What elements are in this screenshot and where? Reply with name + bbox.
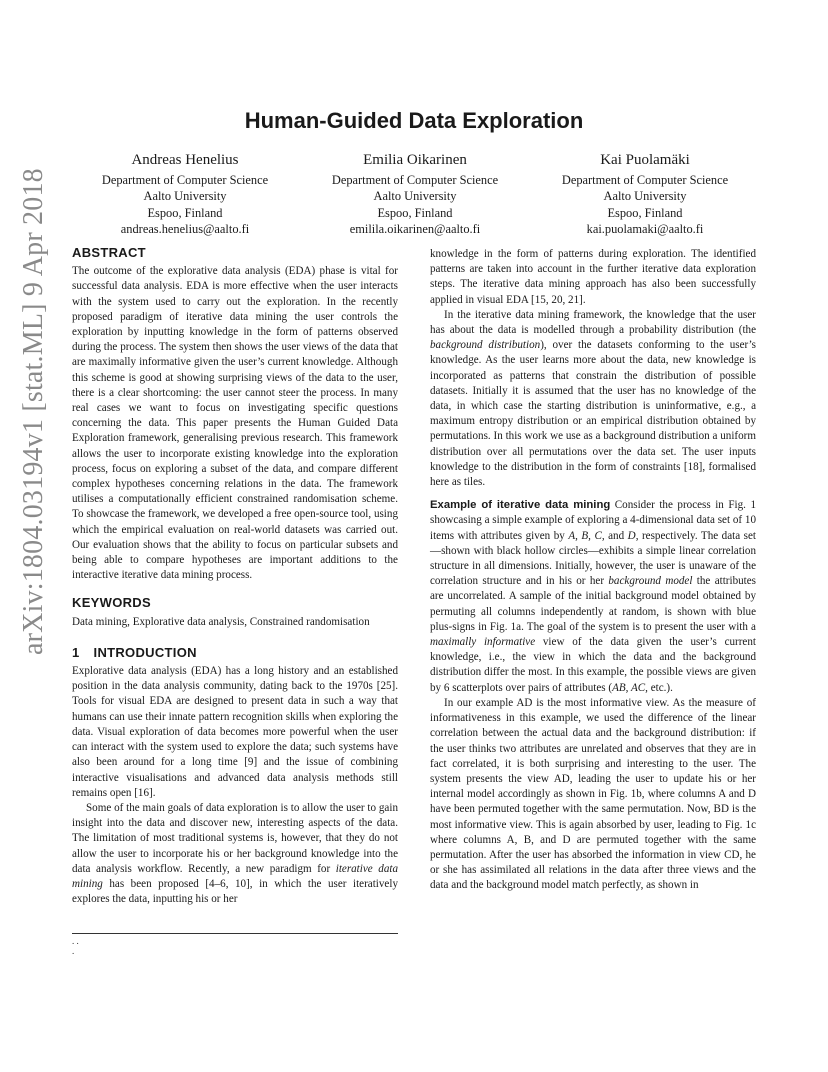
right-paragraph-continued: knowledge in the form of patterns during exploration. The identified patterns are taken into account in the further iterative data exploration steps. The iterative data mining approach has also been successfully applied in visual EDA [15, 20, 21]. bbox=[430, 248, 756, 306]
keywords-heading: KEYWORDS bbox=[72, 595, 151, 611]
author-1 bbox=[70, 152, 300, 238]
author-university: Aalto University bbox=[143, 189, 227, 203]
right-paragraph-background: In the iterative data mining framework, the knowledge that the user has about the data is modelled through a probability distribution (the background distribution), over the datasets conforming to the user’s knowledge. As the user learns more about the data, new knowledge is incorporated as patterns that constrain the distribution of possible datasets. Initially it is assumed that the user has no knowledge of the data, in which case the starting distribution is uninformative, e.g., a maximum entropy distribution or an empirical distribution obtained by permutations. In this work we use as a background distribution a uniform distribution over all permutations over the data set. The user inputs knowledge to the distribution in the form of constraints [18], formalised here as tiles. bbox=[430, 308, 756, 489]
example-paragraph-2: In our example AD is the most informative view. As the measure of informativeness in this example, we used the difference of the linear correlation between the actual data and the background distribution: if the user thinks two attributes are unrelated and observes that they are in fact correlated, it is both surprising and interesting to the user. The system presents the view AD, leading the user to update his or her internal model accordingly as shown in Fig. 1b, where columns A and D have been permuted together with the same permutation. Now, BD is the most informative view. This is again absorbed by user, leading to Fig. 1c where columns A, B, and D are permuted together with the same permutation. After the user has absorbed the information in view CD, he or she has assimilated all relations in the data after three views and the data and the background model match perfectly, as shown in bbox=[430, 696, 756, 892]
author-name: Andreas Henelius bbox=[131, 152, 239, 168]
author-email: emilila.oikarinen@aalto.fi bbox=[349, 222, 481, 236]
emphasis: background distribution bbox=[430, 339, 541, 352]
author-2 bbox=[300, 152, 530, 238]
author-city: Espoo, Finland bbox=[607, 205, 683, 220]
author-name: Emilia Oikarinen bbox=[363, 152, 467, 168]
author-3 bbox=[530, 152, 760, 238]
intro-paragraph-2: Some of the main goals of data exploration is to allow the user to gain insight into the data and discover new, interesting aspects of the data. The limitation of most traditional systems is, however, that they do not allow the user to incorporate his or her background knowledge into the data analysis workflow. Recently, a new paradigm for iterative data mining has been proposed [4–6, 10], in which the user iteratively explores the data, inputting his or her bbox=[72, 801, 398, 906]
example-paragraph: Example of iterative data mining Consider the process in Fig. 1 showcasing a simple example of exploring a 4-dimensional data set of 10 items with attributes given by A, B, C, and D, respectively. The data set—shown with black hollow circles—exhibits a simple linear correlation structure in all dimensions. Initially, however, the user is unaware of the correlation structure and in his or her background model the attributes are uncorrelated. A sample of the initial background model obtained by permuting all columns independently at random, is shown with blue plus-signs in Fig. 1a. The goal of the system is to present the user with a maximally informative view of the data given the user’s current knowledge, i.e., the view in which the data and the background distribution differ the most. In this example, the possible views are given by 6 scatterplots over pairs of attributes (AB, AC, etc.). bbox=[430, 499, 756, 694]
arxiv-identifier: arXiv:1804.03194v1 [stat.ML] 9 Apr 2018 bbox=[18, 168, 49, 655]
intro-paragraph-1: Explorative data analysis (EDA) has a long history and an established position in the data analysis community, dating back to the 1970s [25]. Tools for visual EDA are designed to present data in such a way that humans can use their innate pattern recognition skills when exploring the data. Visual exploration of data becomes more powerful when the user can interact with the system used to explore the data; such systems have also been around for a long time [9] and the issue of combining interactive visualisations and advanced data analysis methods still remains open [16]. bbox=[72, 665, 398, 799]
author-department: Department of Computer Science bbox=[331, 172, 499, 187]
author-email: kai.puolamaki@aalto.fi bbox=[586, 222, 704, 236]
author-city: Espoo, Finland bbox=[147, 205, 223, 220]
emphasis: iterative data mining bbox=[72, 862, 398, 890]
author-email: andreas.henelius@aalto.fi bbox=[120, 222, 250, 236]
abstract-text: The outcome of the explorative data analysis (EDA) phase is vital for successful data analysis. EDA is more effective when the user interacts with the system used to carry out the exploration. In the recently proposed paradigm of iterative data mining the user controls the exploration by inputting knowledge in the form of patterns observed during the process. The system then shows the user views of the data that are maximally informative given the user’s current knowledge. Although this scheme is good at showing surprising views of the data to the user, there is a clear shortcoming: the user cannot steer the process. In many real cases we want to focus on investigating specific questions concerning the data. This paper presents the Human Guided Data Exploration framework, generalising previous research. This framework allows the user to incorporate existing knowledge into the exploration process, focus on exploring a subset of the data, and compare different complex hypotheses concerning relations in the data. The framework utilises a computationally efficient constrained randomisation scheme. To showcase the framework, we developed a free open-source tool, using which the empirical evaluation on real-world datasets was carried out. Our evaluation shows that the ability to focus on particular subsets and being able to compare hypotheses are important additions to the interactive iterative data mining process. bbox=[72, 265, 398, 582]
author-name: Kai Puolamäki bbox=[600, 152, 690, 168]
section-title: INTRODUCTION bbox=[93, 644, 197, 660]
run-in-heading: Example of iterative data mining bbox=[430, 499, 611, 512]
left-column bbox=[72, 245, 398, 907]
author-city: Espoo, Finland bbox=[377, 205, 453, 220]
author-department: Department of Computer Science bbox=[561, 172, 729, 187]
author-department: Department of Computer Science bbox=[101, 172, 269, 187]
keywords-text: Data mining, Explorative data analysis, Constrained randomisation bbox=[72, 615, 370, 628]
author-block bbox=[70, 152, 760, 238]
author-university: Aalto University bbox=[373, 189, 457, 203]
author-university: Aalto University bbox=[603, 189, 687, 203]
footnote-rule bbox=[72, 933, 398, 934]
paper-title: Human-Guided Data Exploration bbox=[244, 108, 584, 133]
abstract-heading: ABSTRACT bbox=[72, 245, 146, 260]
right-column bbox=[430, 247, 756, 894]
footnote-marks: . . . bbox=[72, 936, 79, 956]
section-heading-introduction bbox=[72, 645, 398, 660]
section-number: 1 bbox=[72, 644, 80, 660]
